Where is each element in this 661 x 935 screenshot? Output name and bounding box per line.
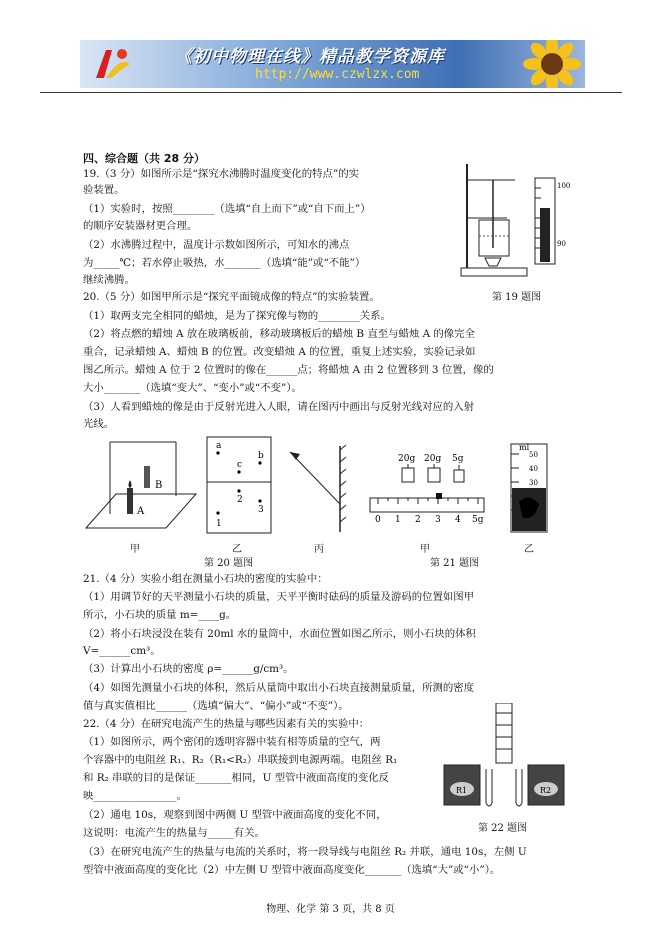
q21-fig-yi-label: 乙 [524,544,534,555]
q22-line9: 型管中液面高度的变化比（2）中左侧 U 型管中液面高度变化_______（选填“大”或“小”）。 [83,864,501,876]
resistor-r2: R2 [540,786,552,795]
cylinder-30: 30 [529,479,538,487]
yi-point-2: 2 [237,495,243,505]
q21-line7: （4）如图先测量小石块的体积，然后从量筒中取出小石块直接测量质量，所测的密度 [83,682,475,694]
q20-fig-yi [206,436,272,534]
q19-apparatus-figure [455,158,575,280]
banner-url: http://www.czwlzx.com [255,67,420,82]
header-banner [80,40,585,88]
ruler-tick-2: 2 [415,515,421,525]
q19-scale-bottom: 90 [557,240,566,248]
q22-caption: 第 22 题图 [478,823,528,834]
q20-line4: 重合，记录蜡烛 A、蜡烛 B 的位置。改变蜡烛 A 的位置，重复上述实验，实验记录如 [83,346,476,358]
q19-line6: 为_____℃；若水停止吸热，水_______（选填“能”或“不能”） [83,257,366,269]
q22-line7: 这说明：电流产生的热量与_____有关。 [83,827,265,839]
cylinder-unit: ml [519,443,530,452]
candle-b-label: B [155,480,163,491]
q22-line1: 22.（4 分）在研究电流产生的热量与哪些因素有关的实验中： [83,718,370,730]
q21-fig-yi [505,440,555,536]
q22-line2: （1）如图所示，两个密闭的透明容器中装有相等质量的空气，两 [83,736,381,748]
q21-line3: 所示，小石块的质量 m=____g。 [83,609,237,621]
q20-line8: 光线。 [83,418,115,430]
header-rule [40,92,622,93]
q22-line4: 和 R₂ 串联的目的是保证_______相同，U 型管中液面高度的变化反 [83,772,390,784]
q19-line5: （2）水沸腾过程中，温度计示数如图所示，可知水的沸点 [83,239,350,251]
q19-scale-top: 100 [557,182,571,190]
q20-fig-bing [284,442,354,534]
cylinder-40: 40 [529,465,538,473]
q20-caption: 第 20 题图 [204,558,254,569]
q20-fig-jia [82,436,198,536]
q19-line4: 的顺序安装器材更合理。 [83,220,198,232]
q19-line2: 验装置。 [83,184,125,196]
q22-apparatus-figure [440,703,570,813]
yi-point-a: a [216,441,222,451]
banner-title: 《初中物理在线》精品教学资源库 [175,47,445,67]
q20-line7: （3）人看到蜡烛的像是由于反射光进入人眼，请在图丙中画出与反射光线对应的入射 [83,401,475,413]
candle-a-label: A [137,506,145,517]
q19-line7: 继续沸腾。 [83,274,135,286]
resistor-r1: R1 [456,786,468,795]
weight-20g-1: 20g [398,454,416,464]
q21-line2: （1）用调节好的天平测量小石块的质量，天平平衡时砝码的质量及游码的位置如图甲 [83,591,475,603]
logo-icon [90,44,134,84]
q19-caption: 第 19 题图 [492,292,542,303]
q20-fig-bing-label: 丙 [314,544,324,555]
q19-line3: （1）实验时，按照________（选填“自上而下”或“自下而上”） [83,203,371,215]
q20-fig-yi-label: 乙 [232,544,242,555]
q19-line1: 19.（3 分）如图所示是“探究水沸腾时温度变化的特点”的实 [83,168,360,180]
q21-line6: （3）计算出小石块的密度 ρ=______g/cm³。 [83,663,294,675]
q20-line1: 20.（5 分）如图甲所示是“探究平面镜成像的特点”的实验装置。 [83,291,380,303]
yi-point-c: c [237,460,243,470]
q21-line8: 值与真实值相比______（选填“偏大”、“偏小”或“不变”）。 [83,700,349,712]
ruler-tick-5: 5g [472,515,484,525]
weight-20g-2: 20g [424,454,442,464]
q22-line5: 映________________。 [83,790,187,802]
q21-fig-jia-label: 甲 [420,544,430,555]
page-footer: 物理、化学 第 3 页，共 8 页 [266,904,395,915]
ruler-tick-1: 1 [395,515,401,525]
ruler-tick-0: 0 [375,515,381,525]
q22-line3: 个容器中的电阻丝 R₁、R₂（R₁<R₂）串联接到电源两端。电阻丝 R₁ [83,754,398,766]
cylinder-50: 50 [529,451,538,459]
sunflower-icon [523,40,581,88]
yi-point-3: 3 [258,505,264,515]
yi-point-1: 1 [216,519,222,529]
q20-line5: 图乙所示。蜡烛 A 位于 2 位置时的像在______点；将蜡烛 A 由 2 位置移到 3 位置，像的 [83,364,494,376]
q22-line8: （3）在研究电流产生的热量与电流的关系时，将一段导线与电阻丝 R₂ 并联，通电 10s，左侧 U [83,846,527,858]
q21-line1: 21.（4 分）实验小组在测量小石块的密度的实验中： [83,573,328,585]
q21-fig-jia [368,446,488,526]
ruler-tick-4: 4 [455,515,461,525]
q20-line3: （2）将点燃的蜡烛 A 放在玻璃板前，移动玻璃板后的蜡烛 B 直至与蜡烛 A 的像完全 [83,328,475,340]
q22-line6: （2）通电 10s，观察到图中两侧 U 型管中液面高度的变化不同， [83,809,387,821]
q20-line6: 大小_______（选填“变大”、“变小”或“不变”）。 [83,382,302,394]
q20-fig-jia-label: 甲 [130,544,140,555]
weight-5g: 5g [452,454,464,464]
q21-caption: 第 21 题图 [430,558,480,569]
q21-line4: （2）将小石块浸没在装有 20ml 水的量筒中，水面位置如图乙所示，则小石块的体积 [83,628,476,640]
q21-line5: V=______cm³。 [83,645,161,657]
ruler-tick-3: 3 [435,515,441,525]
section-title: 四、综合题（共 28 分） [83,152,205,165]
yi-point-b: b [258,451,264,461]
q20-line2: （1）取两支完全相同的蜡烛，是为了探究像与物的________关系。 [83,310,391,322]
